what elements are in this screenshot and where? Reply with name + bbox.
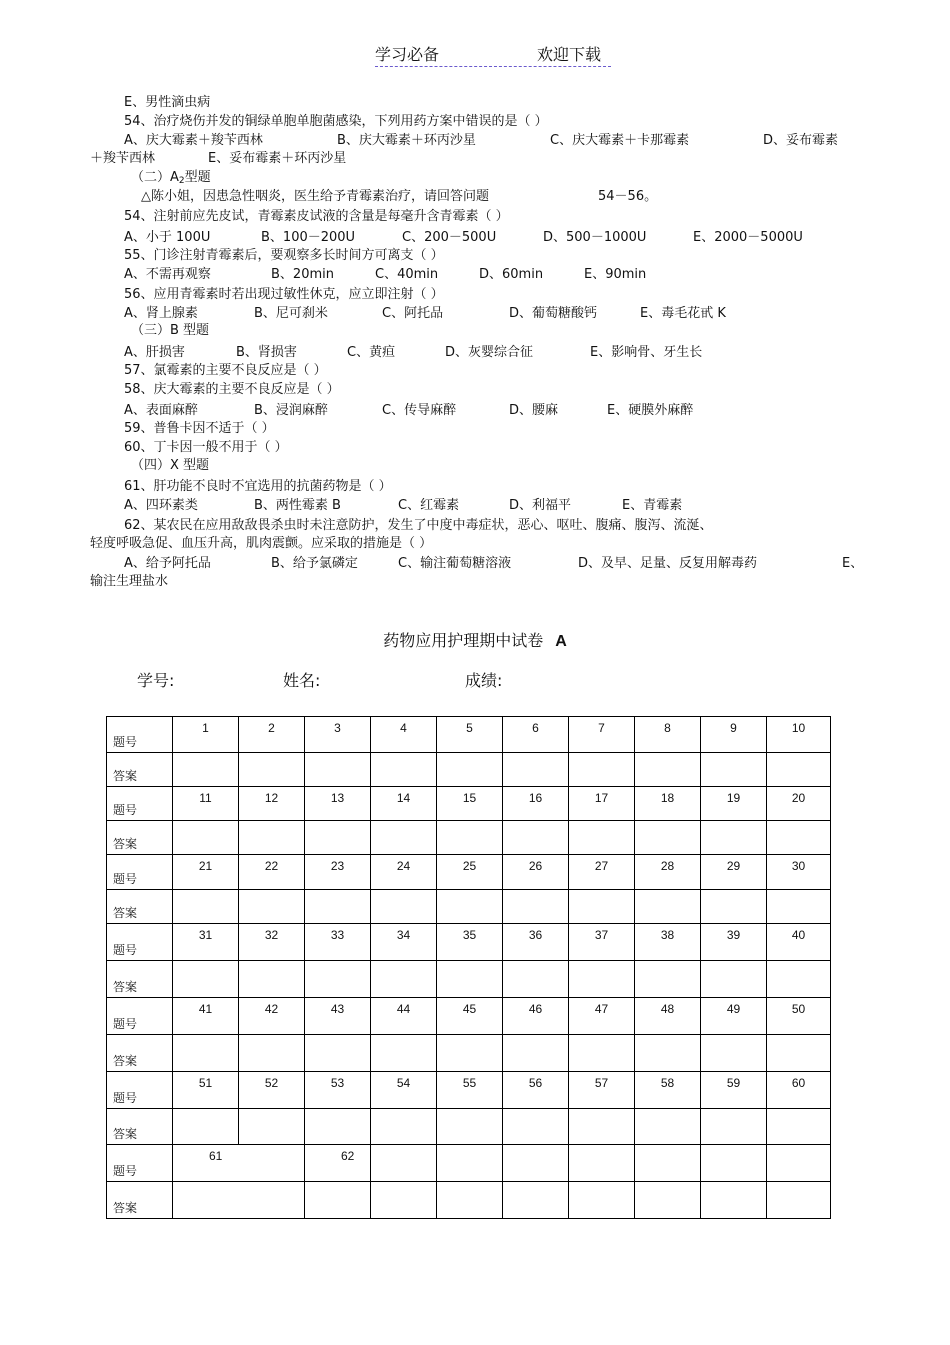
empty-cell xyxy=(767,1145,831,1182)
question-54a: 54、治疗烧伤并发的铜绿单胞单胞菌感染，下列用药方案中错误的是（ ） xyxy=(124,114,548,129)
answer-cell[interactable] xyxy=(635,961,701,998)
answer-cell[interactable] xyxy=(305,890,371,924)
question-number-cell: 15 xyxy=(437,787,503,821)
question-number-cell: 27 xyxy=(569,855,635,890)
answer-cell[interactable] xyxy=(239,890,305,924)
answer-cell[interactable] xyxy=(371,1182,437,1219)
page-header xyxy=(375,42,611,67)
option-e: E、硬膜外麻醉 xyxy=(607,403,694,418)
question-number-cell: 1 xyxy=(173,717,239,753)
question-62-line1: 62、某农民在应用敌敌畏杀虫时未注意防护，发生了中度中毒症状，恶心、呕吐、腹痛、腹泻、流涎、 xyxy=(124,518,713,533)
answer-cell[interactable] xyxy=(569,1035,635,1072)
question-number-cell: 52 xyxy=(239,1072,305,1109)
answer-cell[interactable] xyxy=(635,1182,701,1219)
answer-cell[interactable] xyxy=(305,753,371,787)
answer-cell[interactable] xyxy=(503,1109,569,1145)
option-e: E、妥布霉素＋环丙沙星 xyxy=(208,151,347,166)
answer-cell[interactable] xyxy=(173,1035,239,1072)
option-a: A、小于 100U xyxy=(124,230,211,245)
question-number-cell: 36 xyxy=(503,924,569,961)
option-c: C、40min xyxy=(375,267,439,282)
option-b: B、给予氯磷定 xyxy=(271,556,358,571)
option-c: C、庆大霉素＋卡那霉素 xyxy=(550,133,690,148)
answer-cell[interactable] xyxy=(371,890,437,924)
question-number-cell: 46 xyxy=(503,998,569,1035)
empty-cell xyxy=(635,1145,701,1182)
answer-cell[interactable] xyxy=(239,1109,305,1145)
answer-cell[interactable] xyxy=(239,753,305,787)
option-d-cont: ＋羧苄西林 xyxy=(90,151,156,166)
question-number-cell: 18 xyxy=(635,787,701,821)
option-e: E、90min xyxy=(584,267,647,282)
question-60: 60、丁卡因一般不用于（ ） xyxy=(124,440,288,455)
answer-cell[interactable] xyxy=(635,890,701,924)
answer-cell[interactable] xyxy=(173,961,239,998)
answer-row xyxy=(107,1182,831,1219)
question-number-cell: 47 xyxy=(569,998,635,1035)
question-number-cell: 59 xyxy=(701,1072,767,1109)
option-d: D、60min xyxy=(479,267,544,282)
option-e: E、2000－5000U xyxy=(693,230,803,245)
answer-cell[interactable] xyxy=(173,821,239,855)
answer-cell[interactable] xyxy=(701,961,767,998)
question-number-row xyxy=(107,1145,831,1182)
option-b: B、肾损害 xyxy=(236,345,297,360)
option-a: A、表面麻醉 xyxy=(124,403,198,418)
option-d: D、及早、足量、反复用解毒药 xyxy=(578,556,758,571)
answer-cell[interactable] xyxy=(701,753,767,787)
answer-cell[interactable] xyxy=(569,821,635,855)
row-label-question-number: 题号 xyxy=(107,855,173,890)
answer-row xyxy=(107,890,831,924)
question-number-row xyxy=(107,924,831,961)
row-label-answer: 答案 xyxy=(107,1035,173,1072)
question-number-cell: 23 xyxy=(305,855,371,890)
option-b: B、100－200U xyxy=(261,230,356,245)
answer-cell[interactable] xyxy=(503,821,569,855)
empty-cell xyxy=(701,1145,767,1182)
question-54b: 54、注射前应先皮试，青霉素皮试液的含量是每毫升含青霉素（ ） xyxy=(124,209,509,224)
student-name-label: 姓名: xyxy=(283,671,321,690)
question-number-cell: 2 xyxy=(239,717,305,753)
question-number-cell: 40 xyxy=(767,924,831,961)
answer-cell[interactable] xyxy=(371,753,437,787)
question-number-cell: 53 xyxy=(305,1072,371,1109)
question-58: 58、庆大霉素的主要不良反应是（ ） xyxy=(124,382,340,397)
answer-cell[interactable] xyxy=(305,1109,371,1145)
option-d: D、腰麻 xyxy=(509,403,559,418)
answer-cell[interactable] xyxy=(371,821,437,855)
case-range: 54－56。 xyxy=(598,189,658,204)
question-number-cell: 43 xyxy=(305,998,371,1035)
question-number-cell: 5 xyxy=(437,717,503,753)
option-b: B、尼可刹米 xyxy=(254,306,328,321)
row-label-question-number: 题号 xyxy=(107,787,173,821)
section-b-heading: （三）B 型题 xyxy=(131,323,210,338)
question-number-cell: 31 xyxy=(173,924,239,961)
answer-cell[interactable] xyxy=(503,961,569,998)
row-label-answer: 答案 xyxy=(107,1109,173,1145)
option-a: A、庆大霉素＋羧苄西林 xyxy=(124,133,263,148)
option-a: A、肝损害 xyxy=(124,345,185,360)
question-number-cell: 4 xyxy=(371,717,437,753)
score-label: 成绩: xyxy=(465,671,503,690)
option-c: C、传导麻醉 xyxy=(382,403,457,418)
question-number-cell: 24 xyxy=(371,855,437,890)
option-a: A、四环素类 xyxy=(124,498,198,513)
question-number-cell: 34 xyxy=(371,924,437,961)
answer-cell[interactable] xyxy=(569,753,635,787)
question-number-cell: 61 xyxy=(173,1145,305,1182)
question-number-row xyxy=(107,998,831,1035)
question-number-cell: 6 xyxy=(503,717,569,753)
answer-sheet-table xyxy=(106,716,831,1219)
question-number-cell: 38 xyxy=(635,924,701,961)
row-label-answer: 答案 xyxy=(107,961,173,998)
question-number-cell: 49 xyxy=(701,998,767,1035)
answer-row xyxy=(107,1035,831,1072)
answer-cell[interactable] xyxy=(635,1035,701,1072)
question-number-cell: 41 xyxy=(173,998,239,1035)
answer-cell[interactable] xyxy=(371,1109,437,1145)
answer-cell[interactable] xyxy=(767,1182,831,1219)
section-x-heading: （四）X 型题 xyxy=(131,458,210,473)
question-number-cell: 57 xyxy=(569,1072,635,1109)
option-d: D、500－1000U xyxy=(543,230,647,245)
answer-cell[interactable] xyxy=(437,890,503,924)
question-number-cell: 60 xyxy=(767,1072,831,1109)
question-number-cell: 11 xyxy=(173,787,239,821)
question-number-cell: 39 xyxy=(701,924,767,961)
question-number-cell: 16 xyxy=(503,787,569,821)
question-number-cell: 8 xyxy=(635,717,701,753)
answer-cell[interactable] xyxy=(569,1109,635,1145)
option-e: E、 xyxy=(842,556,864,571)
answer-cell[interactable] xyxy=(569,1182,635,1219)
row-label-question-number: 题号 xyxy=(107,1072,173,1109)
option-c: C、红霉素 xyxy=(398,498,460,513)
answer-cell[interactable] xyxy=(701,1182,767,1219)
question-number-cell: 42 xyxy=(239,998,305,1035)
case-text: △陈小姐，因患急性咽炎，医生给予青霉素治疗，请回答问题 xyxy=(141,189,489,204)
question-number-cell: 56 xyxy=(503,1072,569,1109)
exam-title-text: 药物应用护理期中试卷 xyxy=(383,631,544,650)
answer-cell[interactable] xyxy=(437,753,503,787)
option-c: C、200－500U xyxy=(402,230,497,245)
option-b: B、两性霉素 B xyxy=(254,498,341,513)
question-59: 59、普鲁卡因不适于（ ） xyxy=(124,421,275,436)
answer-cell[interactable] xyxy=(371,961,437,998)
question-number-row xyxy=(107,1072,831,1109)
question-number-cell: 50 xyxy=(767,998,831,1035)
answer-cell[interactable] xyxy=(239,961,305,998)
question-number-cell: 22 xyxy=(239,855,305,890)
answer-cell[interactable] xyxy=(701,1035,767,1072)
question-number-cell: 25 xyxy=(437,855,503,890)
question-number-cell: 12 xyxy=(239,787,305,821)
question-number-row xyxy=(107,855,831,890)
option-d: D、葡萄糖酸钙 xyxy=(509,306,598,321)
question-number-cell: 51 xyxy=(173,1072,239,1109)
question-number-cell: 58 xyxy=(635,1072,701,1109)
question-number-cell: 28 xyxy=(635,855,701,890)
answer-cell[interactable] xyxy=(437,1035,503,1072)
question-number-cell: 32 xyxy=(239,924,305,961)
question-61: 61、肝功能不良时不宜选用的抗菌药物是（ ） xyxy=(124,479,392,494)
question-number-cell: 54 xyxy=(371,1072,437,1109)
row-label-answer: 答案 xyxy=(107,753,173,787)
row-label-question-number: 题号 xyxy=(107,717,173,753)
question-number-cell: 19 xyxy=(701,787,767,821)
answer-cell[interactable] xyxy=(635,821,701,855)
option-b: B、浸润麻醉 xyxy=(254,403,328,418)
question-62-line2: 轻度呼吸急促、血压升高，肌肉震颤。应采取的措施是（ ） xyxy=(90,536,433,551)
answer-cell[interactable] xyxy=(569,890,635,924)
question-number-cell: 17 xyxy=(569,787,635,821)
exam-title-suffix: A xyxy=(555,633,567,650)
answer-cell[interactable] xyxy=(305,961,371,998)
answer-cell[interactable] xyxy=(701,821,767,855)
header-right-text: 欢迎下载 xyxy=(537,45,602,64)
question-number-cell: 10 xyxy=(767,717,831,753)
question-number-row xyxy=(107,717,831,753)
question-number-cell: 55 xyxy=(437,1072,503,1109)
question-number-cell: 29 xyxy=(701,855,767,890)
question-number-cell: 26 xyxy=(503,855,569,890)
answer-cell[interactable] xyxy=(569,961,635,998)
question-number-cell: 21 xyxy=(173,855,239,890)
question-number-cell: 37 xyxy=(569,924,635,961)
answer-row xyxy=(107,961,831,998)
question-56: 56、应用青霉素时若出现过敏性休克，应立即注射（ ） xyxy=(124,287,444,302)
question-number-row xyxy=(107,787,831,821)
answer-row xyxy=(107,1109,831,1145)
answer-cell[interactable] xyxy=(437,821,503,855)
empty-cell xyxy=(371,1145,437,1182)
answer-cell[interactable] xyxy=(437,1182,503,1219)
option-e: E、青霉素 xyxy=(622,498,683,513)
question-number-cell: 62 xyxy=(305,1145,371,1182)
answer-row xyxy=(107,821,831,855)
answer-cell[interactable] xyxy=(503,753,569,787)
option-b: B、庆大霉素＋环丙沙星 xyxy=(337,133,476,148)
option-d: D、妥布霉素 xyxy=(763,133,839,148)
answer-cell[interactable] xyxy=(503,1035,569,1072)
question-number-cell: 44 xyxy=(371,998,437,1035)
answer-cell[interactable] xyxy=(437,961,503,998)
answer-cell[interactable] xyxy=(767,1109,831,1145)
question-number-cell: 3 xyxy=(305,717,371,753)
question-62-option-e-cont: 输注生理盐水 xyxy=(90,574,169,589)
answer-cell[interactable] xyxy=(767,961,831,998)
answer-cell[interactable] xyxy=(173,1182,305,1219)
option-c: C、输注葡萄糖溶液 xyxy=(398,556,512,571)
answer-cell[interactable] xyxy=(503,890,569,924)
empty-cell xyxy=(569,1145,635,1182)
row-label-question-number: 题号 xyxy=(107,1145,173,1182)
row-label-answer: 答案 xyxy=(107,821,173,855)
option-d: D、灰婴综合征 xyxy=(445,345,534,360)
answer-cell[interactable] xyxy=(173,890,239,924)
section-a2-heading: （二）$A_2$型题 xyxy=(131,170,211,186)
question-number-cell: 33 xyxy=(305,924,371,961)
question-number-cell: 30 xyxy=(767,855,831,890)
answer-cell[interactable] xyxy=(305,1035,371,1072)
answer-cell[interactable] xyxy=(371,1035,437,1072)
option-a: A、给予阿托品 xyxy=(124,556,211,571)
question-number-cell: 13 xyxy=(305,787,371,821)
row-label-question-number: 题号 xyxy=(107,924,173,961)
answer-cell[interactable] xyxy=(437,1109,503,1145)
option-e: E、影响骨、牙生长 xyxy=(590,345,703,360)
answer-cell[interactable] xyxy=(635,753,701,787)
answer-cell[interactable] xyxy=(305,821,371,855)
answer-cell[interactable] xyxy=(239,1035,305,1072)
answer-cell[interactable] xyxy=(305,1182,371,1219)
answer-row xyxy=(107,753,831,787)
answer-cell[interactable] xyxy=(173,753,239,787)
question-number-cell: 7 xyxy=(569,717,635,753)
answer-cell[interactable] xyxy=(767,1035,831,1072)
answer-cell[interactable] xyxy=(767,821,831,855)
answer-cell[interactable] xyxy=(239,821,305,855)
question-number-cell: 48 xyxy=(635,998,701,1035)
question-number-cell: 35 xyxy=(437,924,503,961)
question-55: 55、门诊注射青霉素后，要观察多长时间方可离支（ ） xyxy=(124,248,444,263)
option-c: C、阿托品 xyxy=(382,306,444,321)
row-label-question-number: 题号 xyxy=(107,998,173,1035)
answer-cell[interactable] xyxy=(173,1109,239,1145)
option-c: C、黄疸 xyxy=(347,345,396,360)
empty-cell xyxy=(437,1145,503,1182)
question-number-cell: 9 xyxy=(701,717,767,753)
option-a: A、肾上腺素 xyxy=(124,306,198,321)
exam-title xyxy=(0,628,950,651)
question-number-cell: 14 xyxy=(371,787,437,821)
answer-cell[interactable] xyxy=(701,890,767,924)
question-number-cell: 45 xyxy=(437,998,503,1035)
question-number-cell: 20 xyxy=(767,787,831,821)
question-option-e-male: E、男性滴虫病 xyxy=(124,95,211,110)
row-label-answer: 答案 xyxy=(107,1182,173,1219)
question-57: 57、氯霉素的主要不良反应是（ ） xyxy=(124,363,327,378)
answer-cell[interactable] xyxy=(701,1109,767,1145)
option-d: D、利福平 xyxy=(509,498,572,513)
option-b: B、20min xyxy=(271,267,334,282)
answer-cell[interactable] xyxy=(767,753,831,787)
empty-cell xyxy=(503,1145,569,1182)
row-label-answer: 答案 xyxy=(107,890,173,924)
student-id-label: 学号: xyxy=(137,671,175,690)
answer-cell[interactable] xyxy=(767,890,831,924)
header-left-text: 学习必备 xyxy=(375,45,440,64)
option-a: A、不需再观察 xyxy=(124,267,211,282)
answer-cell[interactable] xyxy=(635,1109,701,1145)
answer-cell[interactable] xyxy=(503,1182,569,1219)
option-e: E、毒毛花甙 K xyxy=(640,306,726,321)
